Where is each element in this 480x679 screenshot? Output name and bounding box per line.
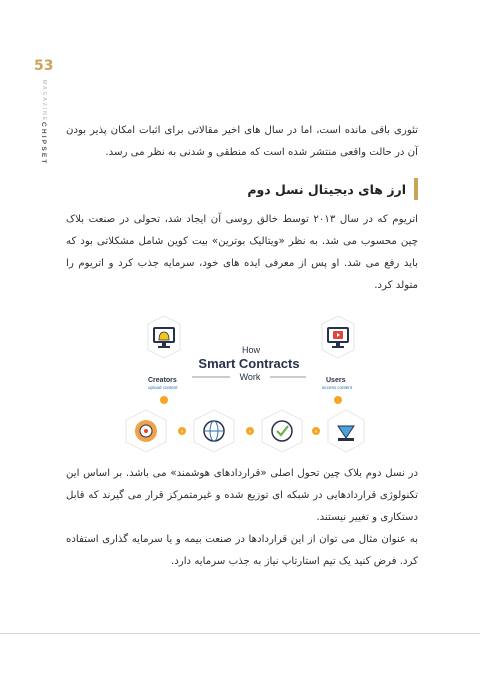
users-sublabel: access content — [322, 385, 353, 390]
svg-text:»: » — [180, 429, 184, 435]
users-monitor-icon — [322, 316, 354, 358]
infographic-title-top: How — [241, 345, 261, 355]
infographic-title-main: Smart Contracts — [198, 356, 300, 371]
heading-accent-bar — [414, 178, 418, 200]
creators-monitor-icon — [148, 316, 180, 358]
infographic-title-bottom: Work — [239, 372, 261, 382]
smart-contracts-infographic — [118, 316, 368, 466]
magazine-branding — [40, 80, 47, 166]
globe-hexagon — [194, 410, 234, 452]
magazine-label: MAGAZINE — [41, 80, 47, 123]
checkmark-icon — [272, 421, 292, 441]
svg-text:»: » — [248, 429, 252, 435]
check-hexagon — [262, 410, 302, 452]
diamond-hexagon — [328, 410, 364, 452]
users-label: Users — [326, 377, 346, 384]
page-number: 53 — [34, 58, 54, 74]
intro-paragraph: تئوری باقی مانده است، اما در سال های اخیر مقالاتی برای اثبات امکان پذیر بودن آن در حالت واقعی منتشر شده است که منطقی و شدنی به نظر می رسد. — [66, 125, 418, 158]
users-arrow-badge — [334, 396, 342, 404]
contracts-paragraph: در نسل دوم بلاک چین تحول اصلی «قراردادهای هوشمند» می باشد. بر اساس این تکنولوژی قراردادهایی در شبکه ای توزیع شده و غیرمتمرکز قرار می گیرند که قابل دستکاری و تغییر نیستند. — [66, 468, 418, 523]
insurance-paragraph: به عنوان مثال می توان از این قراردادها در صنعت بیمه و یا سرمایه گذاری استفاده کرد. فرض کنید یک تیم استارتاپ نیاز به جذب سرمایه دارد. — [66, 534, 418, 567]
blockchain-hexagon — [126, 410, 166, 452]
bottom-divider — [0, 633, 480, 634]
section-paragraph: اتریوم که در سال ۲۰۱۳ توسط خالق روسی آن ایجاد شد، تحولی در صنعت بلاک چین محسوب می شد. به نظر «ویتالیک بوترین» بیت کوین شامل مشکلاتی بود که باید رفع می شد. او پس از معرفی ایده های خود، سرمایه جذب کرد و اتریوم را متولد کرد. — [66, 214, 418, 291]
creators-sublabel: upload content — [148, 385, 178, 390]
section-heading-block — [247, 178, 418, 200]
section-heading: ارز های دیجیتال نسل دوم — [247, 181, 406, 197]
hard-hat-icon — [159, 332, 169, 340]
brand-name: CHIPSET — [40, 122, 47, 166]
creators-label: Creators — [148, 377, 177, 384]
creators-arrow-badge — [160, 396, 168, 404]
svg-text:»: » — [314, 429, 318, 435]
